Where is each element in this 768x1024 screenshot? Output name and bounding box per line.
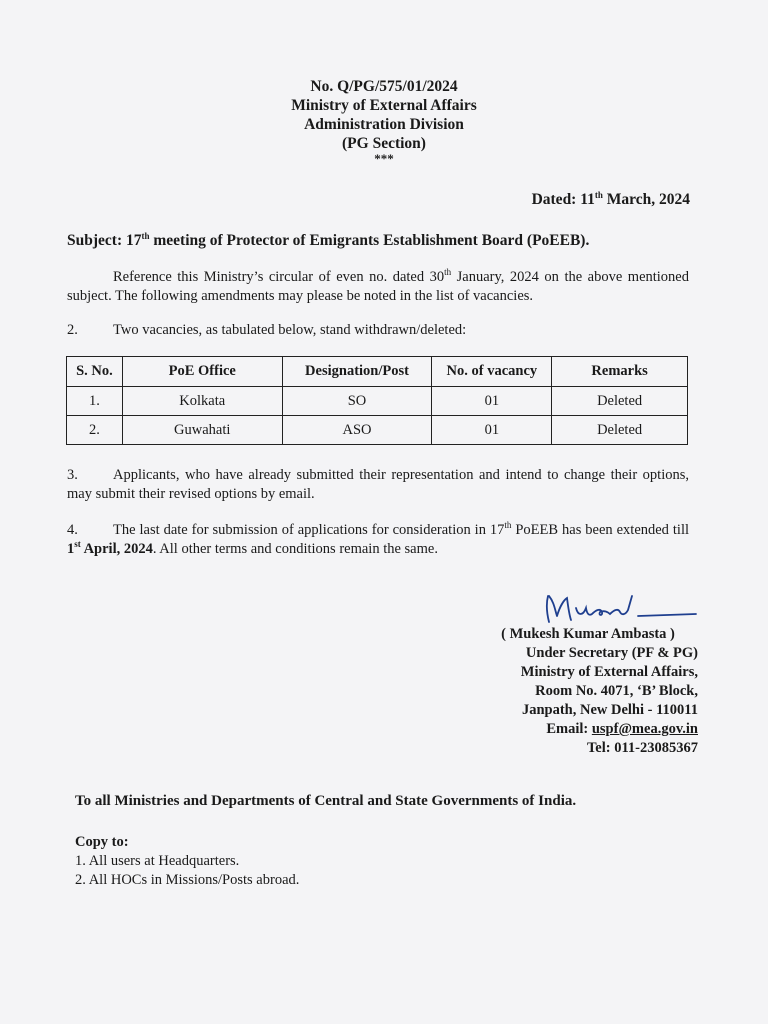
table-row — [67, 416, 688, 445]
list-item: 2. All HOCs in Missions/Posts abroad. — [75, 872, 300, 888]
table-cell: Kolkata — [122, 387, 282, 416]
date-line: Dated: 11th March, 2024 — [531, 189, 690, 208]
paragraph-3: 3. Applicants, who have already submitted their representation and intend to change their options, may submit their revised options by email. — [67, 467, 689, 502]
signature-block — [458, 625, 698, 758]
signatory-email-line: Email: uspf@mea.gov.in — [546, 721, 698, 737]
table-cell: Guwahati — [122, 416, 282, 445]
letter-header — [0, 77, 768, 165]
section-name: (PG Section) — [342, 135, 426, 152]
list-item: 1. All users at Headquarters. — [75, 853, 240, 869]
table-cell: Deleted — [552, 416, 688, 445]
addressee-line: To all Ministries and Departments of Central and State Governments of India. — [75, 793, 577, 809]
signatory-telephone: Tel: 011-23085367 — [586, 740, 698, 756]
column-header: Remarks — [552, 357, 688, 387]
table-cell: 01 — [432, 387, 552, 416]
table-cell: SO — [282, 387, 432, 416]
signatory-name: ( Mukesh Kumar Ambasta ) — [501, 626, 675, 642]
email-link[interactable]: uspf@mea.gov.in — [591, 721, 698, 737]
copy-to-title: Copy to: — [75, 834, 129, 850]
column-header: Designation/Post — [282, 357, 432, 387]
header-stars: *** — [374, 151, 394, 166]
handwritten-signature — [540, 590, 700, 630]
paragraph-2: 2. Two vacancies, as tabulated below, stand withdrawn/deleted: — [67, 322, 467, 338]
paragraph-4: 4. The last date for submission of applications for consideration in 17th PoEEB has been extended till 1st April, 2024. All other terms and conditions remain the same. — [67, 520, 689, 557]
division-name: Administration Division — [304, 116, 464, 133]
vacancy-table — [66, 356, 688, 445]
paragraph-reference: Reference this Ministry’s circular of even no. dated 30th January, 2024 on the above mentioned subject. The following amendments may please be noted in the list of vacancies. — [67, 267, 689, 304]
table-cell: ASO — [282, 416, 432, 445]
signatory-ministry: Ministry of External Affairs, — [520, 664, 698, 680]
table-cell: 01 — [432, 416, 552, 445]
ministry-name: Ministry of External Affairs — [291, 97, 477, 114]
column-header: No. of vacancy — [432, 357, 552, 387]
signatory-address: Janpath, New Delhi - 110011 — [521, 702, 698, 718]
column-header: PoE Office — [122, 357, 282, 387]
table-cell: 1. — [67, 387, 123, 416]
signatory-designation: Under Secretary (PF & PG) — [525, 645, 698, 661]
signatory-room: Room No. 4071, ‘B’ Block, — [535, 683, 698, 699]
copy-to-section — [75, 833, 299, 890]
reference-number: No. Q/PG/575/01/2024 — [310, 78, 458, 95]
column-header: S. No. — [67, 357, 123, 387]
table-row — [67, 387, 688, 416]
table-cell: Deleted — [552, 387, 688, 416]
table-header-row — [67, 357, 688, 387]
table-cell: 2. — [67, 416, 123, 445]
subject-line: Subject: 17th meeting of Protector of Emigrants Establishment Board (PoEEB). — [67, 230, 590, 249]
